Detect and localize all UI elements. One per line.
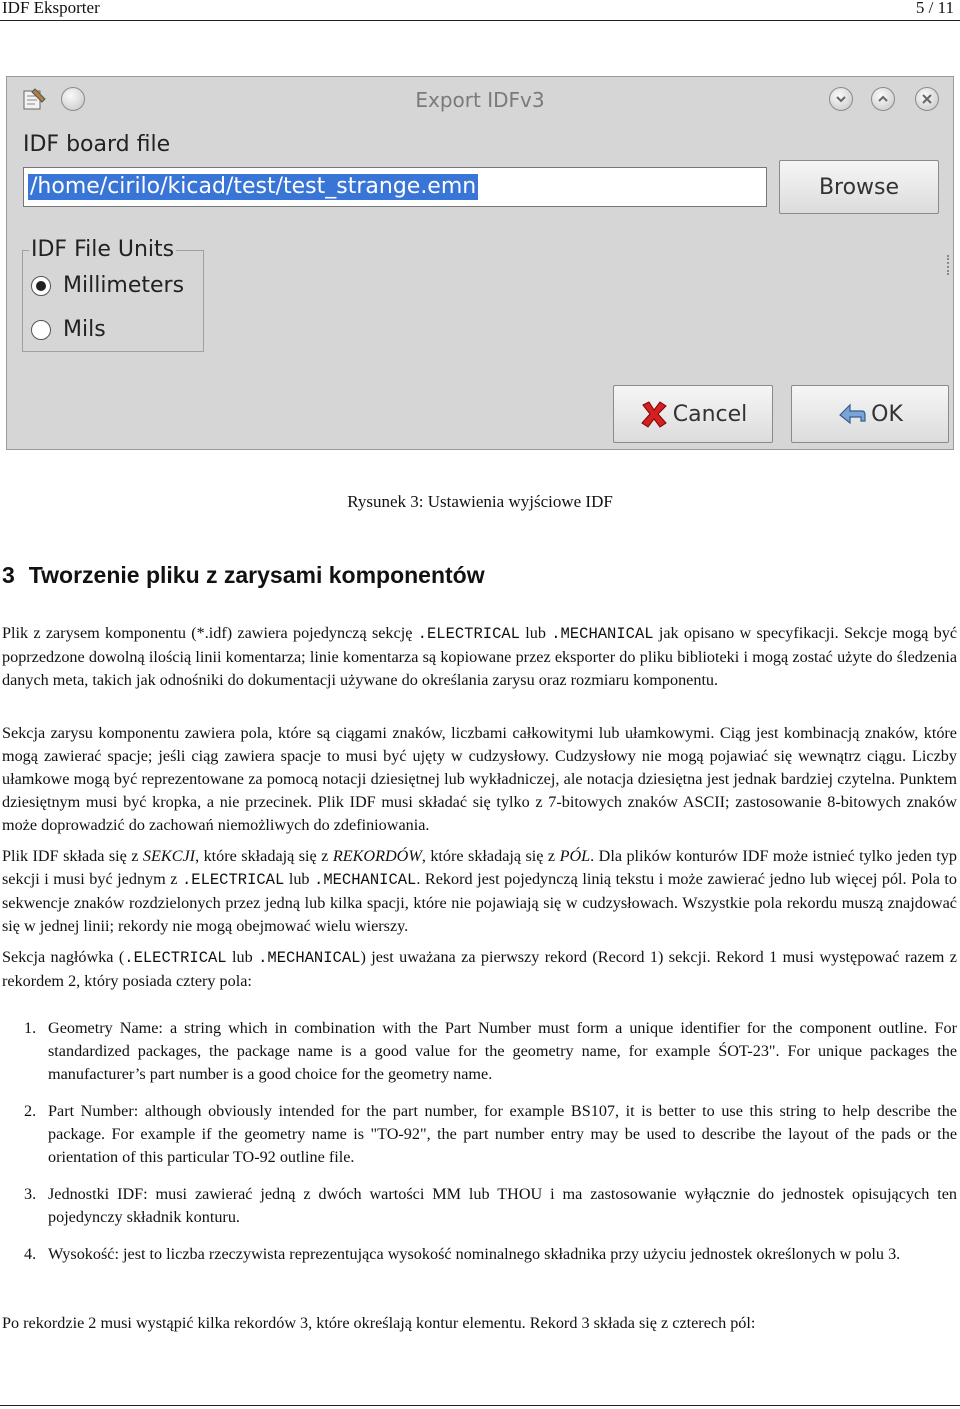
p3-text-d: . Dla plików konturów IDF może istnieć tylko jeden typ sekcji i musi być jednym z (2, 847, 957, 888)
dialog-titlebar (7, 77, 953, 121)
code-electrical: .ELECTRICAL (124, 949, 227, 967)
board-file-label: IDF board file (23, 132, 171, 157)
p3-text-a: Plik IDF składa się z (2, 847, 143, 865)
ok-label: OK (871, 401, 903, 427)
list-number: 4. (24, 1245, 37, 1263)
list-text: Jednostki IDF: musi zawierać jedną z dwóch wartości MM lub THOU i ma zastosowanie wyłącznie do jednostek opisujących ten pojedynczy składnik konturu. (48, 1185, 957, 1226)
red-x-icon (639, 399, 669, 429)
browse-button[interactable]: Browse (779, 160, 939, 214)
board-file-input[interactable] (23, 167, 767, 207)
term-rekordow: REKORDÓW (332, 847, 422, 865)
board-file-path: /home/cirilo/kicad/test/test_strange.emn (30, 174, 477, 199)
list-item (0, 1243, 957, 1266)
minimize-icon[interactable] (829, 87, 853, 111)
list-number: 1. (24, 1019, 37, 1037)
code-electrical: .ELECTRICAL (181, 871, 285, 889)
header-title: IDF Eksporter (2, 0, 100, 17)
list-text: Part Number: although obviously intended for the part number, for example BS107, it is better to use this string to help describe the package. For example if the geometry name is "TO-92", the part number entry may be used to describe the layout of the pads or the orientation of this particular TO-92 outline file. (48, 1102, 957, 1166)
p1-text-c: jak opisano w specyfikacji. Sekcje mogą być poprzedzone dowolną ilością linii komentarza; linie komentarza są kopiowane przez eksporter do pliku biblioteki i mogą zostać użyte do śledzenia danych meta, takich jak odnośniki do dokumentacji używane do określania zarysu oraz rozmiaru komponentu. (2, 624, 958, 689)
p4-text-b: lub (226, 948, 259, 966)
p4-text-c: ) jest uważana za pierwszy rekord (Record 1) sekcji. Rekord 1 musi występować razem z rekordem 2, który posiada cztery pola: (2, 948, 957, 990)
code-mechanical: .MECHANICAL (551, 625, 654, 643)
back-arrow-icon (837, 399, 867, 429)
paragraph-5: Po rekordzie 2 musi wystąpić kilka rekordów 3, które określają kontur elementu. Rekord 3 składa się z czterech pól: (2, 1314, 756, 1332)
radio-millimeters[interactable] (31, 273, 184, 298)
page-number: 5 / 11 (915, 0, 954, 17)
list-item (0, 1100, 957, 1169)
list-item (0, 1183, 957, 1229)
radio-mils-label: Mils (63, 317, 106, 342)
term-pol: PÓL (559, 847, 591, 865)
p1-text-b: lub (520, 624, 552, 642)
list-text: Wysokość: jest to liczba rzeczywista reprezentująca wysokość nominalnego składnika przy użyciu jednostek określonych w polu 3. (48, 1245, 901, 1263)
list-number: 3. (24, 1185, 37, 1203)
code-electrical: .ELECTRICAL (417, 625, 520, 643)
resize-grip[interactable] (947, 255, 952, 275)
paragraph-1 (2, 622, 957, 692)
radio-mils[interactable] (31, 317, 106, 342)
record-fields-list (0, 1017, 957, 1280)
units-group (22, 237, 204, 352)
cancel-button[interactable] (613, 385, 773, 443)
radio-button[interactable] (31, 320, 51, 340)
p3-text-f: . Rekord jest pojedynczą linią tekstu i może zawierać jedno lub więcej pól. Pola to sekwencje znaków rozdzielonych przez jedną lub kilka spacji, które nie pojawiają się w cudzysłowach. Wszystkie pola rekordu muszą znajdować się w jednej linii; rekordy nie mogą obejmować wielu wierszy. (2, 870, 957, 935)
code-mechanical: .MECHANICAL (314, 871, 417, 889)
close-icon[interactable] (915, 87, 939, 111)
p3-text-b: , które składają się z (195, 847, 333, 865)
p3-text-c: , które składają się z (421, 847, 560, 865)
p4-text-a: Sekcja nagłówka ( (2, 948, 125, 966)
units-group-label: IDF File Units (31, 237, 175, 262)
paragraph-3 (2, 845, 957, 938)
paragraph-2: Sekcja zarysu komponentu zawiera pola, które są ciągami znaków, liczbami całkowitymi lub ułamkowymi. Ciąg jest kombinacją znaków, które mogą zawierać spacje; jeśli ciąg zawiera spacje to musi być ujęty w cudzysłowy. Cudzysłowy nie mogą pojawiać się wewnątrz ciągu. Liczby ułamkowe mogą być reprezentowane za pomocą notacji dziesiętnej lub wykładniczej, ale notacja dziesiętna jest jednak bardziej czytelna. Punktem dziesiętnym musi być kropka, a nie przecinek. Plik IDF musi składać się tylko z 7-bitowych znaków ASCII; zastosowanie 8-bitowych znaków może doprowadzić do zachowań niemożliwych do zdefiniowania. (2, 724, 957, 834)
list-item (0, 1017, 957, 1086)
radio-millimeters-label: Millimeters (63, 273, 185, 298)
maximize-icon[interactable] (871, 87, 895, 111)
radio-button-checked[interactable] (31, 276, 51, 296)
section-title: Tworzenie pliku z zarysami komponentów (28, 562, 485, 588)
list-number: 2. (24, 1102, 37, 1120)
cancel-label: Cancel (672, 401, 748, 427)
p1-text-a: Plik z zarysem komponentu (*.idf) zawiera pojedynczą sekcję (2, 624, 418, 642)
term-sekcji: SEKCJI (142, 847, 196, 865)
p3-text-e: lub (284, 870, 315, 888)
section-number: 3 (2, 562, 15, 588)
page-header (0, 0, 960, 21)
code-mechanical: .MECHANICAL (258, 949, 361, 967)
dialog-title: Export IDFv3 (415, 88, 545, 112)
section-heading (2, 562, 485, 589)
figure-caption: Rysunek 3: Ustawienia wyjściowe IDF (347, 492, 613, 511)
paragraph-4 (2, 946, 957, 993)
footer-rule (0, 1405, 960, 1406)
ok-button[interactable] (791, 385, 949, 443)
export-idf-dialog-screenshot (6, 76, 954, 450)
list-text: Geometry Name: a string which in combination with the Part Number must form a unique identifier for the component outline. For standardized packages, the package name is a good value for the geometry name, for example ŚOT-23". For unique packages the manufacturer’s part number is a good choice for the geometry name. (48, 1019, 957, 1083)
